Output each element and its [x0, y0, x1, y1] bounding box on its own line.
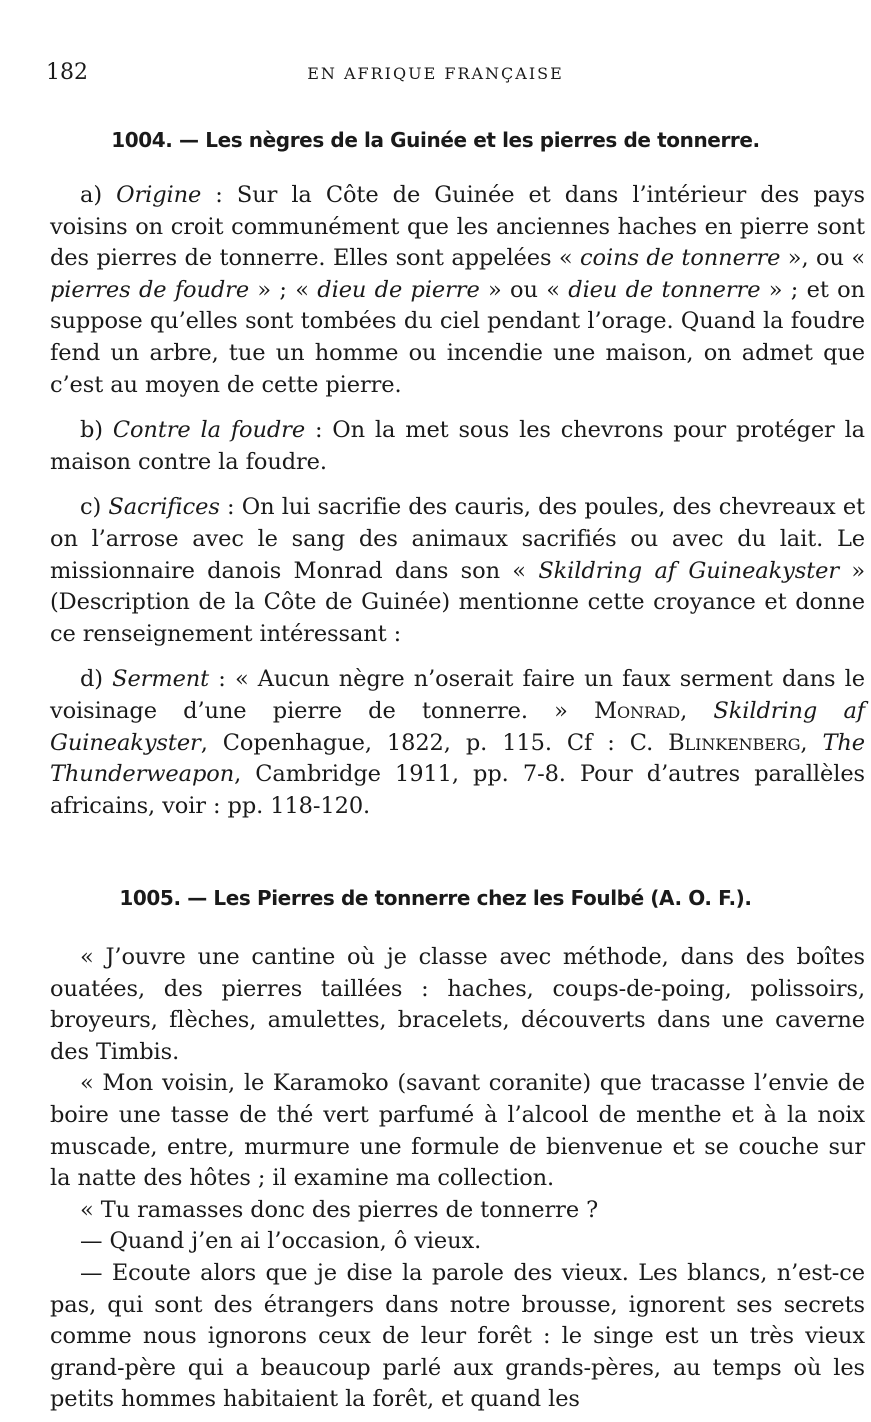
section-1004-body: [50, 180, 865, 836]
term-origine: Origine: [116, 182, 202, 208]
paragraph-cantine: « J’ouvre une cantine où je classe avec méthode, dans des boîtes ouatées, des pierres taillées : haches, coups-de-poing, polissoirs, broyeurs, flèches, amulettes, bracelets, découverts dans une caverne des Timbis.: [50, 944, 865, 1065]
dialog-line-answer: — Quand j’en ai l’occasion, ô vieux.: [80, 1228, 482, 1255]
running-head: [46, 60, 825, 90]
running-title: EN AFRIQUE FRANÇAISE: [307, 64, 564, 83]
term-sacrifices: Sacrifices: [108, 494, 220, 521]
dialog-line-question: « Tu ramasses donc des pierres de tonnerre ?: [80, 1196, 599, 1223]
page-number: 182: [46, 60, 88, 85]
section-1005-body: [50, 942, 865, 1416]
section-heading-1005: 1005. — Les Pierres de tonnerre chez les Foulbé (A. O. F.).: [119, 886, 752, 910]
paragraph-karamoko: « Mon voisin, le Karamoko (savant coranite) que tracasse l’envie de boire une tasse de thé vert parfumé à l’alcool de menthe et à la noix muscade, entre, murmure une formule de bienvenue et se couche sur la natte des hôtes ; il examine ma collection.: [50, 1070, 865, 1192]
section-heading-1004: 1004. — Les nègres de la Guinée et les pierres de tonnerre.: [111, 128, 760, 152]
paragraph-contre-la-foudre: b) Contre la foudre : On la met sous les chevrons pour protéger la maison contre la foudre.: [50, 417, 865, 475]
term-serment: Serment: [112, 666, 210, 693]
paragraph-sacrifices: c) Sacrifices : On lui sacrifie des cauris, des poules, des chevreaux et on l’arrose avec le sang des animaux sacrifiés ou avec du lait. Le missionnaire danois Monrad dans son « Skildring af Guineakyster » (Description de la Côte de Guinée) mentionne cette croyance et donne ce renseignement intéressant :: [50, 494, 866, 647]
paragraph-origine: a) Origine : Sur la Côte de Guinée et dans l’intérieur des pays voisins on croit communément que les anciennes haches en pierre sont des pierres de tonnerre. Elles sont appelées « coins de tonnerre », ou « pierres de foudre » ; « dieu de pierre » ou « dieu de tonnerre » ; et on suppose qu’elles sont tombées du ciel pendant l’orage. Quand la foudre fend un arbre, tue un homme ou incendie une maison, on admet que c’est au moyen de cette pierre.: [50, 182, 865, 398]
paragraph-serment: d) Serment : « Aucun nègre n’oserait faire un faux serment dans le voisinage d’une pierre de tonnerre. » Monrad, Skildring af Guineakyster, Copenhague, 1822, p. 115. Cf : C. Blinkenberg, The Thunderweapon, Cambridge 1911, pp. 7-8. Pour d’autres parallèles africains, voir : pp. 118-120.: [50, 666, 866, 819]
term-contre-la-foudre: Contre la foudre: [112, 417, 306, 444]
dialog-line-ecoute: — Ecoute alors que je dise la parole des vieux. Les blancs, n’est-ce pas, qui sont des étrangers dans notre brousse, ignorent ses secrets comme nous ignorons ceux de leur forêt : le singe est un très vieux grand-père qui a beaucoup parlé aux grands-pères, au temps où les petits hommes habitaient la forêt, et quand les: [50, 1259, 865, 1413]
